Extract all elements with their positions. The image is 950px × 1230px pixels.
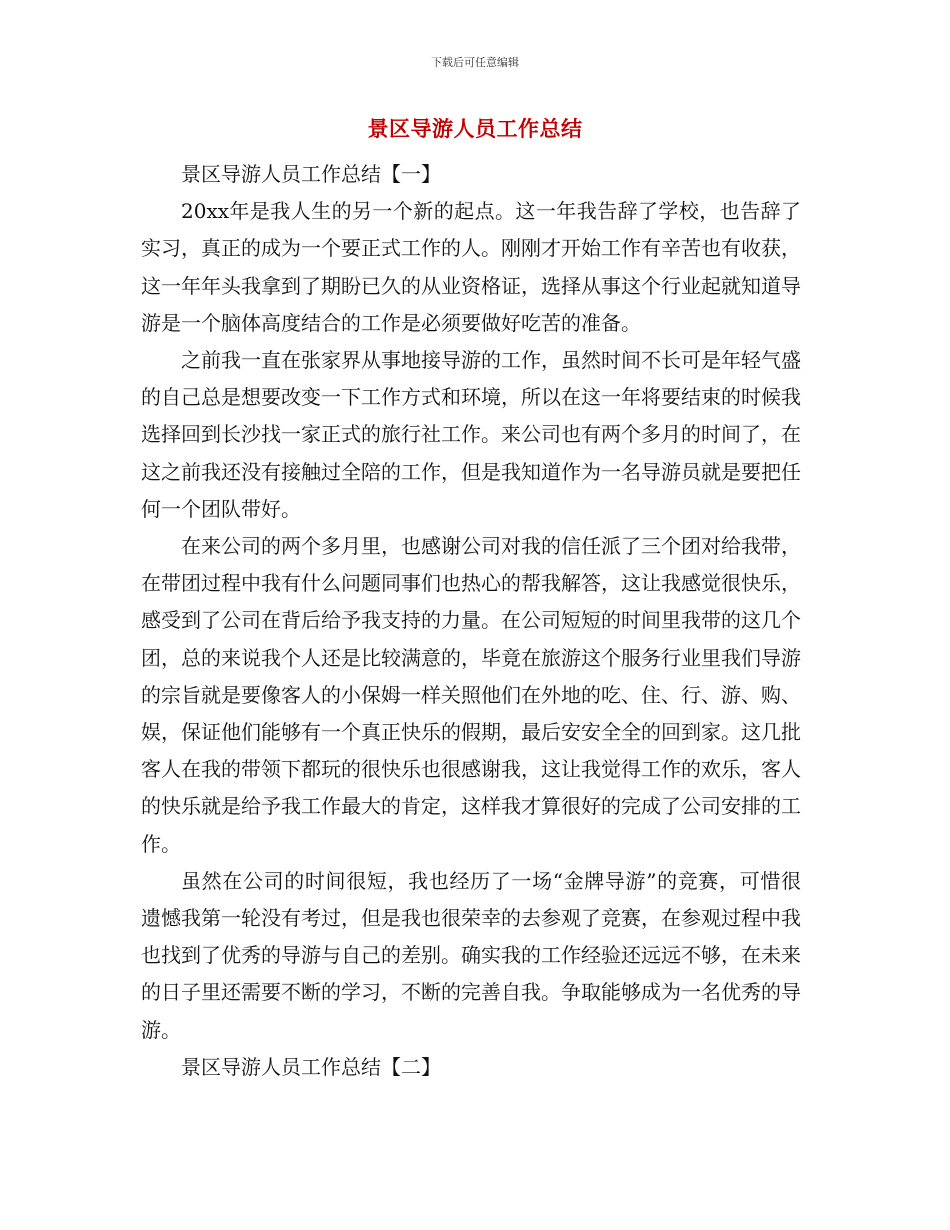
paragraph-4: 虽然在公司的时间很短，我也经历了一场“金牌导游”的竞赛，可惜很遗憾我第一轮没有考过，但是我也很荣幸的去参观了竞赛，在参观过程中我也找到了优秀的导游与自己的差别。确实我的工作经验还远远不够，在未来的日子里还需要不断的学习，不断的完善自我。争取能够成为一名优秀的导游。 — [141, 868, 801, 1042]
section-heading-2: 景区导游人员工作总结【二】 — [181, 1054, 441, 1079]
page-header-note: 下载后可任意编辑 — [431, 56, 519, 69]
paragraph-2: 之前我一直在张家界从事地接导游的工作，虽然时间不长可是年轻气盛的自己总是想要改变一下工作方式和环境，所以在这一年将要结束的时候我选择回到长沙找一家正式的旅行社工作。来公司也有两个多月的时间了，在这之前我还没有接触过全陪的工作，但是我知道作为一名导游员就是要把任何一个团队带好。 — [141, 348, 801, 521]
document-title: 景区导游人员工作总结 — [367, 117, 583, 141]
paragraph-3: 在来公司的两个多月里，也感谢公司对我的信任派了三个团对给我带，在带团过程中我有什么问题同事们也热心的帮我解答，这让我感觉很快乐，感受到了公司在背后给予我支持的力量。在公司短短的时间里我带的这几个团，总的来说我个人还是比较满意的，毕竟在旅游这个服务行业里我们导游的宗旨就是要像客人的小保姆一样关照他们在外地的吃、住、行、游、购、娱，保证他们能够有一个真正快乐的假期，最后安安全全的回到家。这几批客人在我的带领下都玩的很快乐也很感谢我，这让我觉得工作的欢乐，客人的快乐就是给予我工作最大的肯定，这样我才算很好的完成了公司安排的工作。 — [141, 534, 801, 856]
paragraph-1: 20xx年是我人生的另一个新的起点。这一年我告辞了学校，也告辞了实习，真正的成为一个要正式工作的人。刚刚才开始工作有辛苦也有收获，这一年年头我拿到了期盼已久的从业资格证，选择从事这个行业起就知道导游是一个脑体高度结合的工作是必须要做好吃苦的准备。 — [141, 199, 801, 335]
section-heading-1: 景区导游人员工作总结【一】 — [181, 162, 441, 186]
document-body — [141, 156, 801, 1086]
